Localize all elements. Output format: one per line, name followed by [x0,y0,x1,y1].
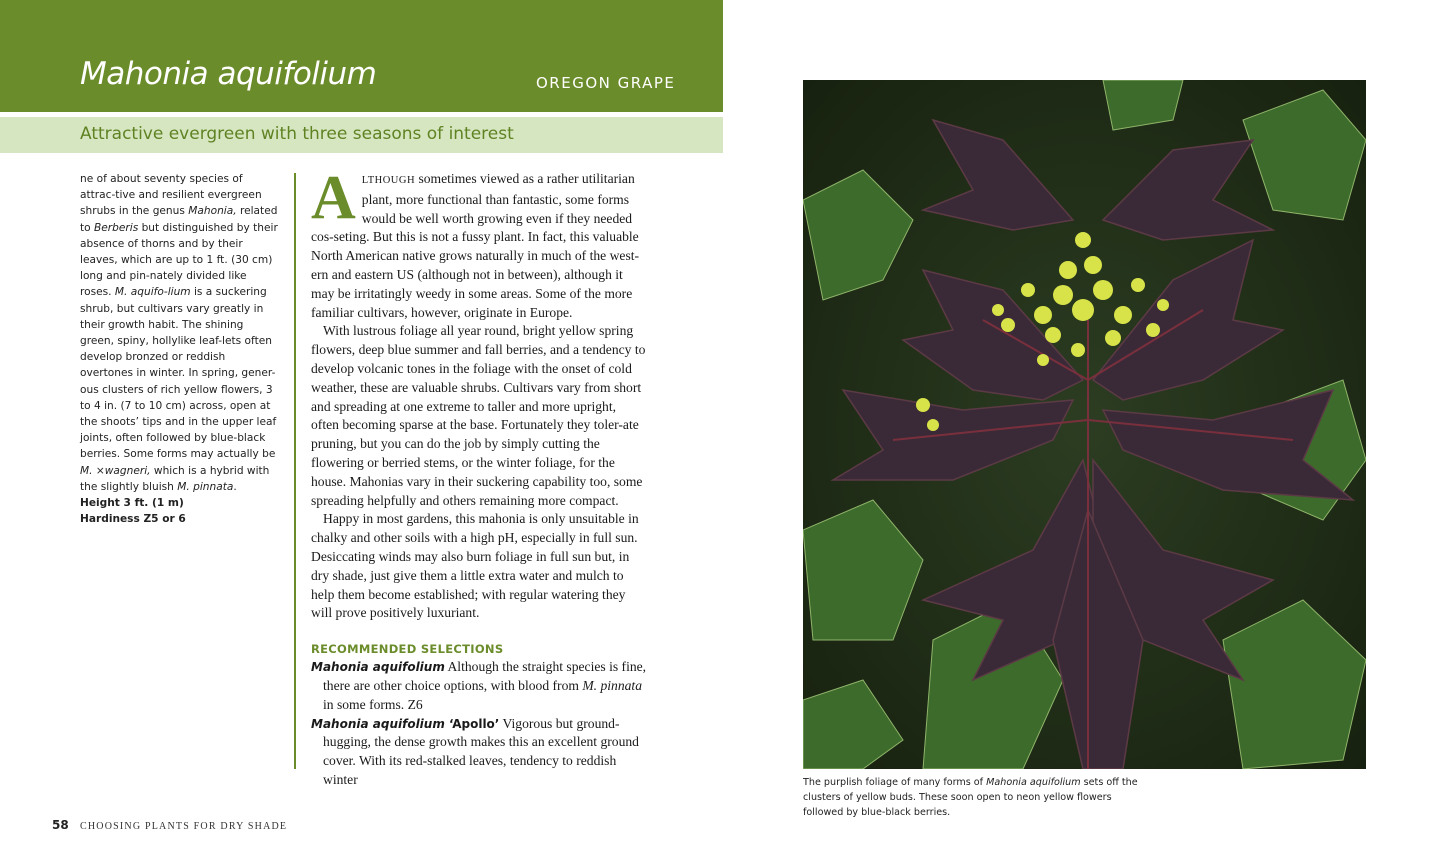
description-sidebar [80,171,280,527]
height-stat: Height 3 ft. (1 m) [80,497,184,510]
running-head: CHOOSING PLANTS FOR DRY SHADE [80,821,288,832]
photo-caption: The purplish foliage of many forms of Mahonia aquifolium sets off the clusters of yellow buds. These soon open to neon yellow flowers followed by blue-black berries. [803,777,1138,818]
body-paragraph: With lustrous foliage all year round, bright yellow spring flowers, deep blue summer and fall berries, and a tendency to develop volcanic tones in the foliage with the onset of cold weather, these are valuable shrubs. Cultivars vary from short and spreading at one extreme to taller and more upright, often becoming sparse at the base. Fortunately they toler-ate pruning, but you can do the job by simply cutting the flowering or berried stems, or the winter foliage, for the house. Mahonias vary in their suckering capability too, some spreading helpfully and others remaining more compact. [311,323,646,508]
mahonia-photo-illustration [803,80,1366,769]
column-divider [294,173,296,769]
page-title: Mahonia aquifolium [80,56,377,92]
selection-entry: Mahonia aquifolium ‘Apollo’ Vigorous but ground-hugging, the dense growth makes this an excellent ground cover. With its red-stalked leaves, tendency to reddish winter [311,715,639,787]
drop-cap: A [311,164,356,232]
sidebar-description: ne of about seventy species of attrac-tive and resilient evergreen shrubs in the genus Mahonia, related to Berberis but distinguished by their absence of thorns and by their leaves, which are up to 1 ft. (30 cm) long and pin-nately divided like roses. M. aquifo-lium is a suckering shrub, but cultivars vary greatly in their growth habit. The shining green, spiny, hollylike leaf-lets often develop bronzed or reddish overtones in winter. In spring, gener-ous clusters of rich yellow flowers, 3 to 4 in. (7 to 10 cm) across, open at the shoots’ tips and in the upper leaf joints, often followed by blue-black berries. Some forms may actually be M. ×wagneri, which is a hybrid with the slightly bluish M. pinnata. [80,173,278,493]
main-text [311,164,647,790]
subtitle: Attractive evergreen with three seasons of interest [80,124,514,144]
common-name: OREGON GRAPE [536,74,676,92]
recommended-heading: RECOMMENDED SELECTIONS [311,642,504,657]
body-paragraph: Happy in most gardens, this mahonia is only unsuitable in chalky and other soils with a high pH, especially in full sun. Desiccating winds may also burn foliage in full sun but, in dry shade, just give them a little extra water and mulch to help them become established; with regular watering they will prove positively luxuriant. [311,511,639,621]
intro-paragraph: ALTHOUGH sometimes viewed as a rather utilitarian plant, more functional than fantastic, some forms would be well worth growing even if they needed cos-seting. But this is not a fussy plant. In fact, this valuable North American native grows naturally in much of the west-ern and eastern US (although not in between), although it may be irritatingly weedy in some areas. Some of the more familiar cultivars, however, originate in Europe. [311,164,640,320]
selection-entry: Mahonia aquifolium Although the straight species is fine, there are other choice options, with blood from M. pinnata in some forms. Z6 [311,659,647,712]
hardiness-stat: Hardiness Z5 or 6 [80,513,186,526]
page-number: 58 [52,818,69,832]
mahonia-photo [803,80,1366,769]
